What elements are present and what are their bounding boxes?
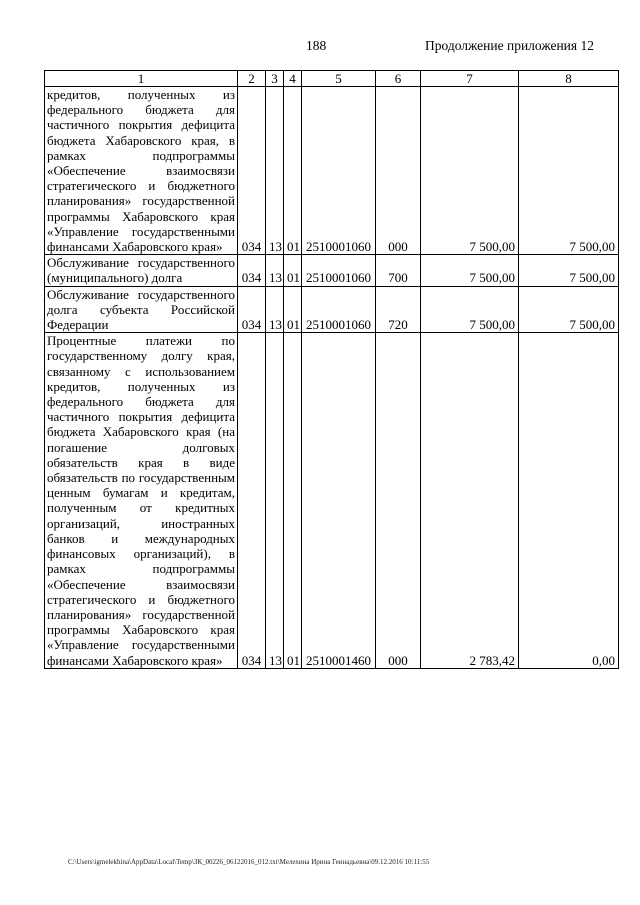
appendix-caption: Продолжение приложения 12: [424, 38, 594, 53]
cell-code-3: 13: [266, 87, 284, 255]
cell-amount-7: 7 500,00: [421, 286, 519, 333]
cell-amount-7: 7 500,00: [421, 255, 519, 286]
cell-code-2: 034: [238, 255, 266, 286]
cell-code-2: 034: [238, 87, 266, 255]
cell-code-2: 034: [238, 333, 266, 668]
cell-amount-8: 7 500,00: [519, 286, 619, 333]
column-header: 3: [266, 71, 284, 87]
cell-code-2: 034: [238, 286, 266, 333]
cell-code-6: 000: [376, 333, 421, 668]
table-row: [45, 87, 619, 255]
cell-code-4: 01: [284, 255, 302, 286]
row-name: Процентные платежи по государственному долгу края, связанному с использованием кредитов, полученных из федерального бюджета для частичного покрытия дефицита бюджета Хабаровского края (на погашение долговых обязательств края в виде обязательств по государственным ценным бумагам и кредитам, полученным от кредитных организаций, иностранных банков и международных финансовых организаций), в рамках подпрограммы «Обеспечение взаимосвязи стратегического и бюджетного планирования» государственной программы Хабаровского края «Управление государственными финансами Хабаровского края»: [45, 333, 238, 668]
cell-code-5: 2510001060: [302, 255, 376, 286]
file-path-footer: C:\Users\igmelekhina\AppData\Local\Temp\ЗК_00226_06122016_012.txt\Мелехина Ирина Геннадьевна\09.12.2016 10:11:55: [68, 858, 430, 866]
cell-code-3: 13: [266, 333, 284, 668]
cell-amount-8: 0,00: [519, 333, 619, 668]
cell-code-4: 01: [284, 333, 302, 668]
cell-amount-7: 7 500,00: [421, 87, 519, 255]
row-name: Обслуживание государственного долга субъекта Российской Федерации: [45, 286, 238, 333]
cell-code-6: 720: [376, 286, 421, 333]
cell-amount-8: 7 500,00: [519, 255, 619, 286]
cell-code-6: 000: [376, 87, 421, 255]
cell-code-6: 700: [376, 255, 421, 286]
page-number: 188: [306, 38, 327, 53]
budget-table: [44, 70, 619, 669]
column-header: 2: [238, 71, 266, 87]
column-header: 1: [45, 71, 238, 87]
cell-code-4: 01: [284, 286, 302, 333]
cell-code-5: 2510001060: [302, 87, 376, 255]
column-header: 6: [376, 71, 421, 87]
column-header: 4: [284, 71, 302, 87]
cell-code-5: 2510001460: [302, 333, 376, 668]
cell-code-5: 2510001060: [302, 286, 376, 333]
table-header-row: [45, 71, 619, 87]
table-row: [45, 333, 619, 668]
cell-code-3: 13: [266, 255, 284, 286]
table-row: [45, 286, 619, 333]
column-header: 5: [302, 71, 376, 87]
row-name: кредитов, полученных из федерального бюджета для частичного покрытия дефицита бюджета Хабаровского края, в рамках подпрограммы «Обеспечение взаимосвязи стратегического и бюджетного планирования» государственной программы Хабаровского края «Управление государственными финансами Хабаровского края»: [45, 87, 238, 255]
column-header: 7: [421, 71, 519, 87]
column-header: 8: [519, 71, 619, 87]
cell-amount-8: 7 500,00: [519, 87, 619, 255]
cell-code-3: 13: [266, 286, 284, 333]
cell-code-4: 01: [284, 87, 302, 255]
cell-amount-7: 2 783,42: [421, 333, 519, 668]
table-row: [45, 255, 619, 286]
row-name: Обслуживание государственного (муниципального) долга: [45, 255, 238, 286]
